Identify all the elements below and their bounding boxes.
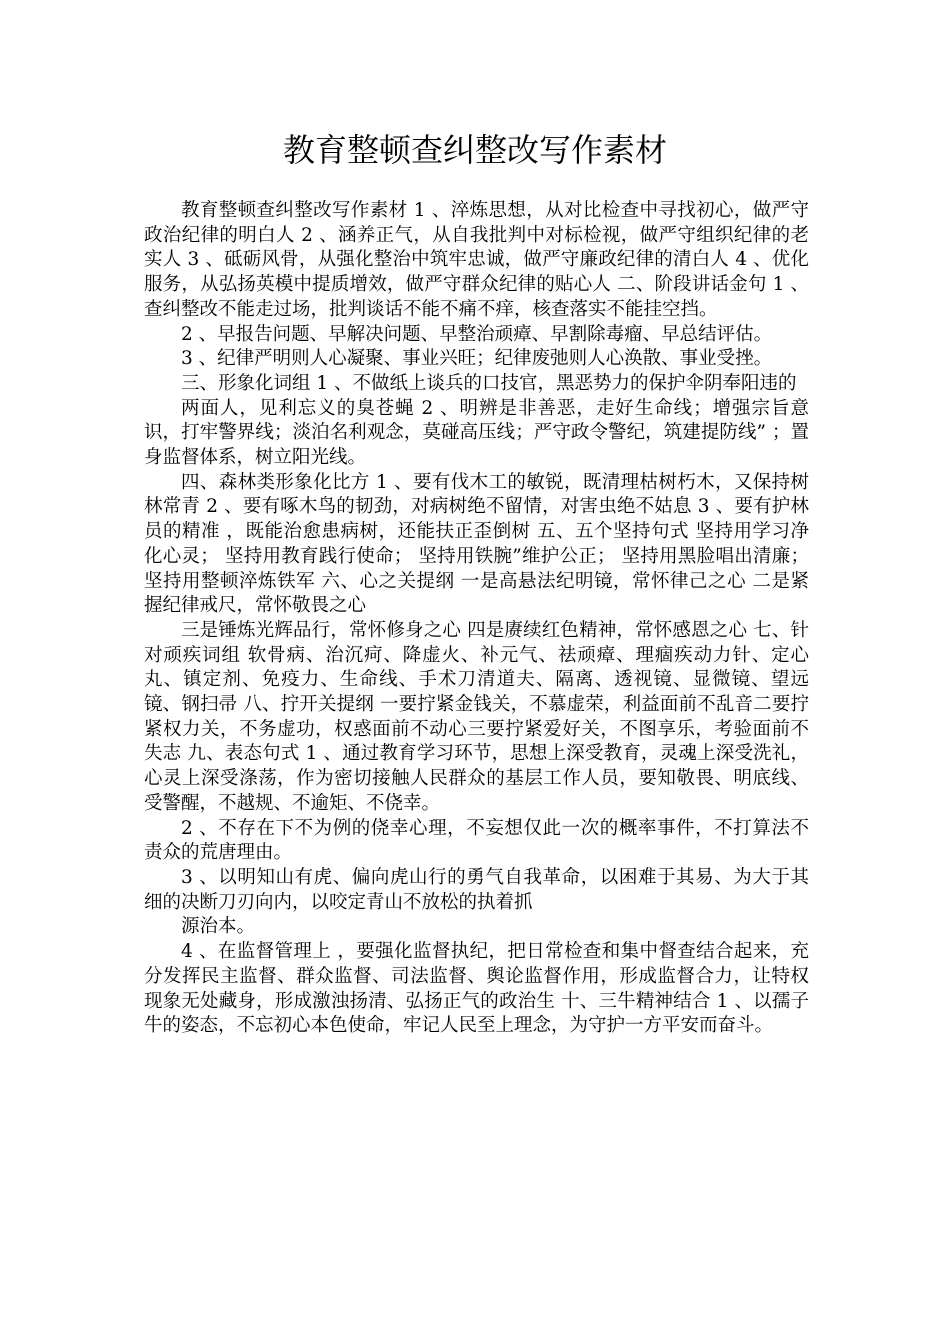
- paragraph: 三、形象化词组 1 、不做纸上谈兵的口技官，黑恶势力的保护伞阴奉阳违的: [181, 372, 797, 394]
- paragraph: 2 、早报告问题、早解决问题、早整治顽瘴、早割除毒瘤、早总结评估。: [181, 323, 773, 345]
- paragraph: 四、森林类形象化比方 1 、要有伐木工的敏锐，既清理枯树朽木，又保持树林常青 2 、要有啄木鸟的韧劲，对病树绝不留情，对害虫绝不姑息 3 、要有护林员的精准 ，既能治愈患病树，还能扶正歪倒树 五、五个坚持句式 坚持用学习净化心灵； 坚持用教育践行使命； 坚持用铁腕”维护公正； 坚持用黑脸唱出清廉； 坚持用整顿淬炼铁军 六、心之关提纲 一是高悬法纪明镜，常怀律己之心 二是紧握纪律戒尺，常怀敬畏之心: [144, 471, 809, 617]
- document-title: 教育整顿查纠整改写作素材: [282, 131, 667, 169]
- paragraph: 3 、以明知山有虎、偏向虎山行的勇气自我革命，以困难于其易、为大于其细的决断刀刃向内，以咬定青山不放松的执着抓: [144, 866, 809, 913]
- paragraph: 源治本。: [181, 916, 256, 938]
- paragraph: 2 、不存在下不为例的侥幸心理，不妄想仅此一次的概率事件，不打算法不责众的荒唐理由。: [144, 817, 809, 864]
- paragraph: 4 、在监督管理上 ，要强化监督执纪，把日常检查和集中督查结合起来，充分发挥民主监督、群众监督、司法监督、舆论监督作用，形成监督合力，让特权现象无处藏身，形成激浊扬清、弘扬正气的政治生 十、三牛精神结合 1 、以孺子牛的姿态，不忘初心本色使命，牢记人民至上理念，为守护一方平安而奋斗。: [144, 941, 809, 1037]
- paragraph: 教育整顿查纠整改写作素材 1 、淬炼思想，从对比检查中寻找初心，做严守政治纪律的明白人 2 、涵养正气，从自我批判中对标检视，做严守组织纪律的老实人 3 、砥砺风骨，从强化整治中筑牢忠诚，做严守廉政纪律的清白人 4 、优化服务，从弘扬英模中提质增效，做严守群众纪律的贴心人 二、阶段讲话金句 1 、查纠整改不能走过场，批判谈话不能不痛不痒，核查落实不能挂空挡。: [144, 200, 809, 320]
- paragraph: 三是锤炼光辉品行，常怀修身之心 四是赓续红色精神，常怀感恩之心 七、针对顽疾词组 软骨病、治沉疴、降虚火、补元气、祛顽瘴、理痼疾动力针、定心丸、镇定剂、免疫力、生命线、手术刀清道夫、隔离、透视镜、显微镜、望远镜、钢扫帚 八、拧开关提纲 一要拧紧金钱关，不慕虚荣，利益面前不乱音二要拧紧权力关，不务虚功，权惑面前不动心三要拧紧爱好关，不图享乐，考验面前不失志 九、表态句式 1 、通过教育学习环节，思想上深受教育，灵魂上深受洗礼，心灵上深受涤荡，作为密切接触人民群众的基层工作人员，要知敬畏、明底线、受警醒，不越规、不逾矩、不侥幸。: [144, 619, 809, 814]
- document-body: [144, 199, 809, 1039]
- paragraph: 3 、纪律严明则人心凝聚、事业兴旺；纪律废弛则人心涣散、事业受挫。: [181, 348, 773, 370]
- paragraph: 两面人，见利忘义的臭苍蝇 2 、明辨是非善恶，走好生命线；增强宗旨意识，打牢警界线；淡泊名利观念，莫碰高压线；严守政令警纪，筑建提防线” ；置身监督体系，树立阳光线。: [144, 397, 809, 469]
